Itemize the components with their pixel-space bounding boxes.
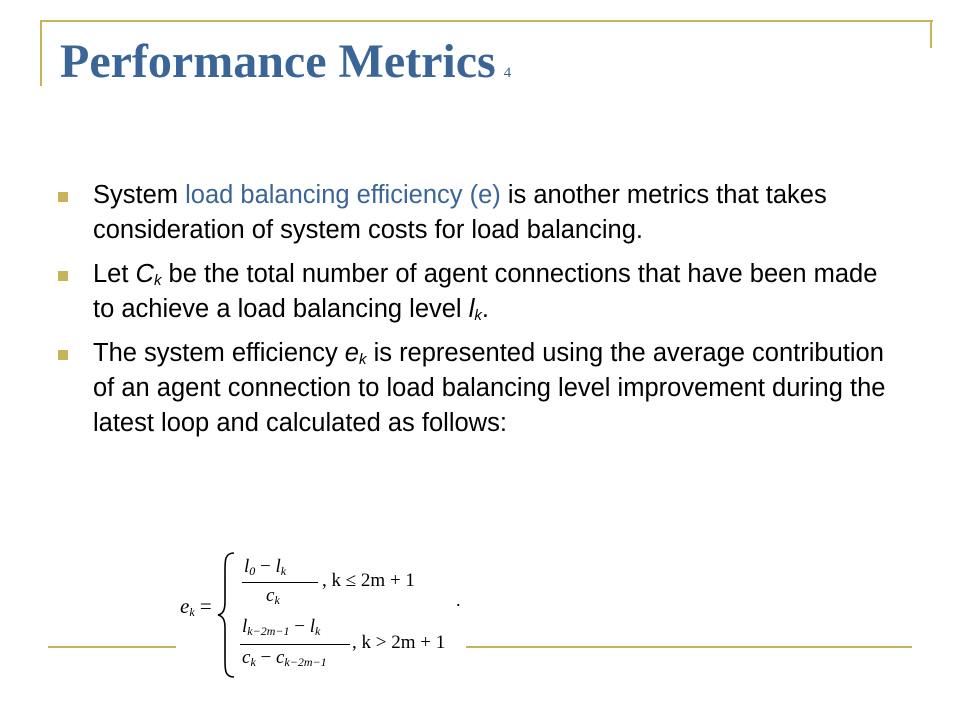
case2-numerator: $l_{k-2m-1} - l_k$ — [242, 616, 321, 638]
bullet-text: Let — [93, 260, 136, 288]
bullet-text: . — [481, 295, 489, 323]
slide-title-number: 4 — [503, 65, 512, 81]
efficiency-formula — [180, 550, 466, 680]
math-subscript: k — [474, 307, 482, 324]
math-symbol: C — [135, 260, 154, 288]
left-rule — [40, 20, 42, 86]
formula-period: . — [456, 590, 461, 610]
square-bullet-icon — [58, 350, 68, 360]
formula-lhs: $e_k$ = — [180, 594, 212, 619]
case1-numerator: $l_0 - l_k$ — [244, 556, 287, 578]
bullet-item — [58, 336, 888, 441]
case1-fraction-bar — [242, 582, 318, 583]
slide-title — [60, 36, 511, 89]
bullet-text: be the total number of agent connections that have been made to achieve a load balancing level — [93, 260, 878, 323]
case2-condition: , k > 2m + 1 — [352, 632, 446, 653]
bullet-item — [58, 178, 888, 248]
bottom-rule-right — [466, 646, 912, 648]
bottom-rule-left — [48, 646, 176, 648]
square-bullet-icon — [58, 192, 68, 202]
math-symbol: l — [468, 295, 475, 323]
math-subscript: k — [358, 351, 367, 368]
right-rule — [930, 20, 932, 48]
bullet-text: System — [93, 181, 186, 209]
math-symbol: e — [344, 339, 359, 367]
bullet-text: The system efficiency — [93, 339, 345, 367]
square-bullet-icon — [58, 271, 68, 281]
math-subscript: k — [153, 272, 162, 289]
bullet-list — [58, 178, 888, 450]
highlighted-term: load balancing efficiency (e) — [185, 181, 501, 209]
left-brace-icon — [216, 550, 238, 680]
slide-title-text: Performance Metrics — [60, 35, 496, 88]
case2-denominator: $c_k - c_{k-2m-1}$ — [242, 647, 327, 669]
top-rule — [40, 20, 933, 22]
case1-condition: , k ≤ 2m + 1 — [322, 570, 415, 591]
bullet-item — [58, 257, 888, 327]
case1-denominator: $c_k$ — [266, 585, 280, 607]
case2-fraction-bar — [240, 644, 350, 645]
bullet-text: is another metrics that takes consideration of system costs for load balancing. — [93, 181, 827, 244]
bullet-text: is represented using the average contribution of an agent connection to load balancing level improvement during the latest loop and calculated as follows: — [93, 339, 886, 437]
